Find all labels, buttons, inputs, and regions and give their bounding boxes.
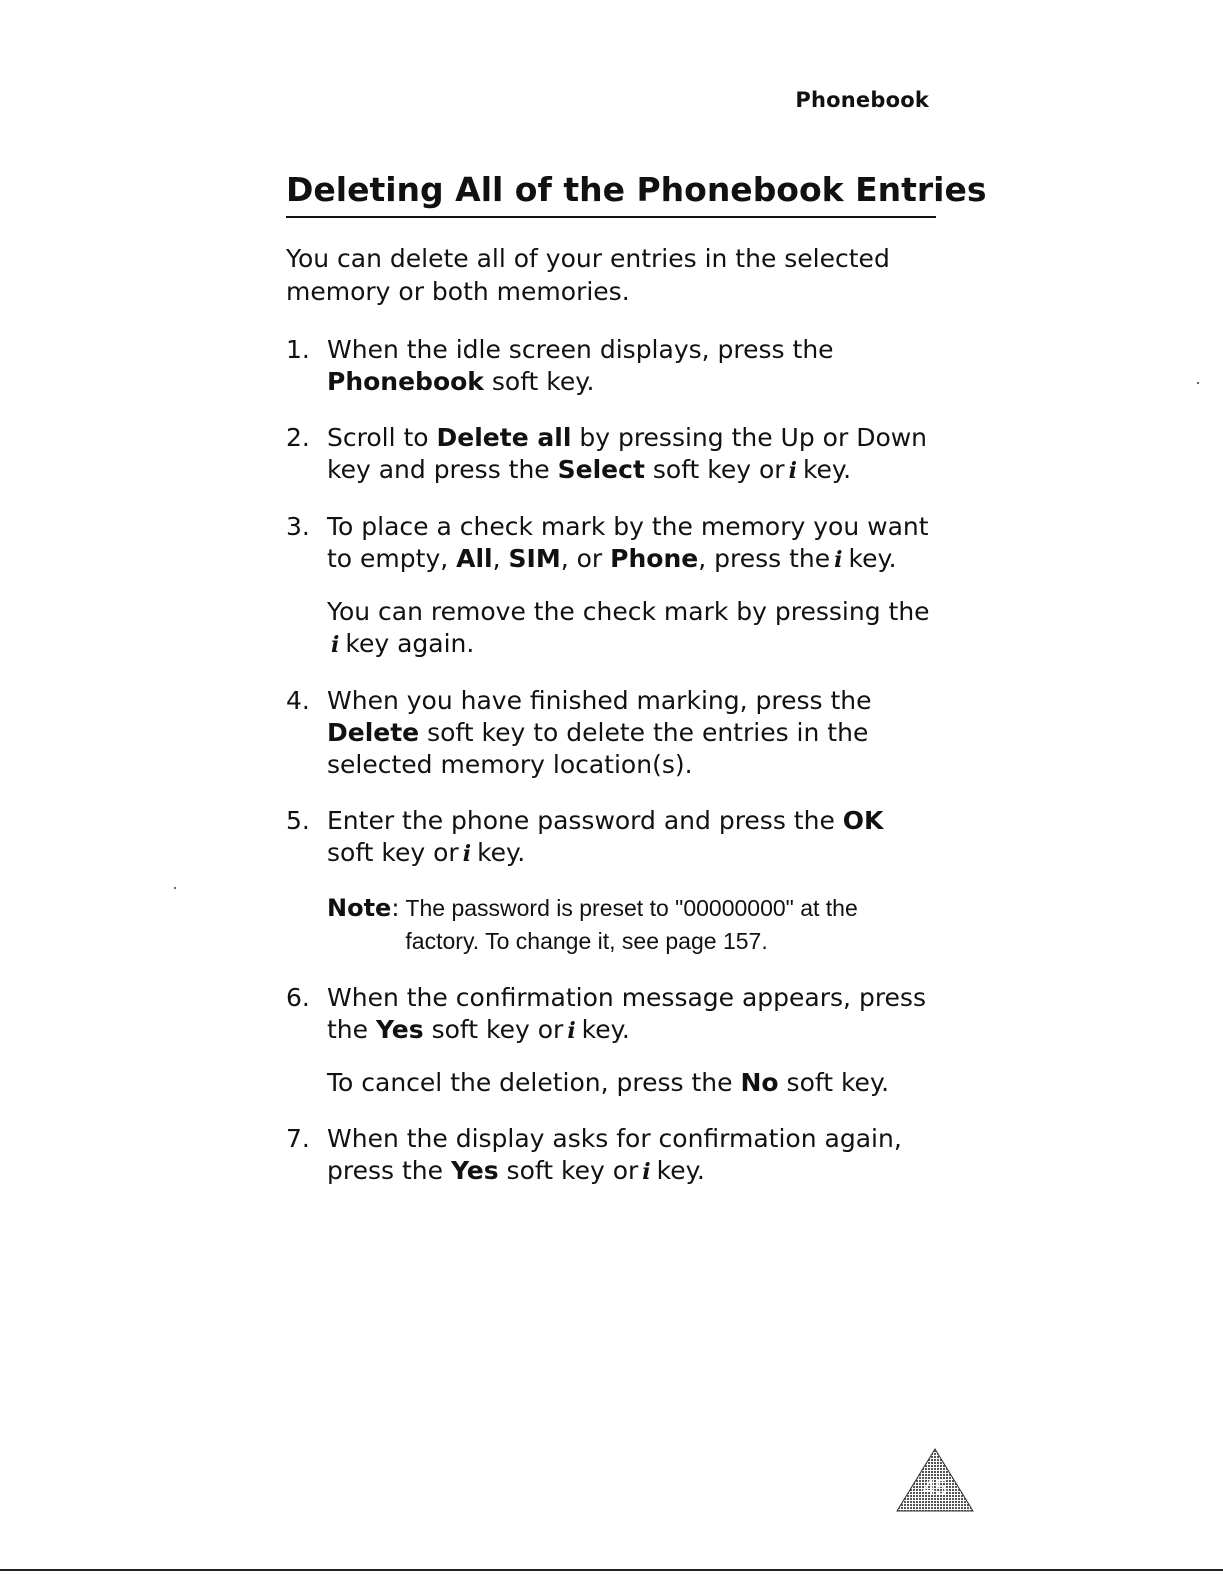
text-run: When the display asks for confirmation again, press the <box>327 1123 902 1185</box>
i-key-icon: i <box>642 1158 651 1185</box>
step-number: 4. <box>286 685 310 715</box>
step-number: 3. <box>286 511 310 541</box>
text-run: key. <box>802 454 852 484</box>
i-key-icon: i <box>788 457 797 484</box>
text-run: , or <box>560 543 611 573</box>
step-subparagraph <box>327 596 936 661</box>
bold-term-yes: Yes <box>375 1014 424 1044</box>
step-text <box>327 511 936 576</box>
note-text: The password is preset to "00000000" at the factory. To change it, see page 157. <box>405 894 858 954</box>
steps-list <box>286 334 936 1188</box>
text-run: soft key or <box>498 1155 639 1185</box>
text-run: key. <box>581 1014 630 1044</box>
step-5 <box>286 805 936 958</box>
text-run: Enter the phone password and press the <box>327 805 843 835</box>
step-text <box>327 685 936 781</box>
bold-term-yes: Yes <box>450 1155 499 1185</box>
note-label: Note <box>327 893 392 922</box>
scan-speck <box>1197 382 1199 384</box>
note-separator: : <box>391 893 400 922</box>
step-1 <box>286 334 936 398</box>
step-number: 1. <box>286 334 310 364</box>
i-key-icon: i <box>331 631 340 658</box>
step-3 <box>286 511 936 661</box>
running-header: Phonebook <box>795 88 929 112</box>
step-text <box>327 422 936 487</box>
text-run: soft key or <box>644 454 785 484</box>
text-run: soft key. <box>483 366 595 396</box>
step-number: 6. <box>286 982 310 1012</box>
text-run: soft key or <box>327 837 459 867</box>
step-subparagraph <box>327 1067 936 1099</box>
text-run: When the idle screen displays, press the <box>327 334 834 364</box>
text-run: key. <box>656 1155 705 1185</box>
text-run: When the confirmation message appears, press the <box>327 982 926 1044</box>
bold-term-phonebook: Phonebook <box>327 366 484 396</box>
step-number: 2. <box>286 422 310 452</box>
text-run: When you have finished marking, press the <box>327 685 872 715</box>
text-run: soft key. <box>778 1067 890 1097</box>
text-run: key again. <box>345 628 475 658</box>
step-text <box>327 1123 936 1188</box>
text-run: You can remove the check mark by pressing the <box>327 596 930 626</box>
bold-term-sim: SIM <box>508 543 561 573</box>
text-run: Scroll to <box>327 422 437 452</box>
bold-term-all: All <box>456 543 493 573</box>
step-number: 5. <box>286 805 310 835</box>
bold-term-no: No <box>740 1067 779 1097</box>
text-run: , press the <box>698 543 831 573</box>
page-content <box>286 170 987 1212</box>
step-text <box>327 334 936 398</box>
scan-speck <box>174 887 176 889</box>
text-run: soft key to delete the entries in the selected memory location(s). <box>327 717 869 779</box>
text-run: key. <box>477 837 526 867</box>
i-key-icon: i <box>567 1017 576 1044</box>
text-run: To cancel the deletion, press the <box>327 1067 741 1097</box>
step-text <box>327 982 936 1047</box>
text-run: , <box>492 543 509 573</box>
bold-term-phone: Phone <box>610 543 699 573</box>
step-7 <box>286 1123 936 1188</box>
bold-term-select: Select <box>557 454 645 484</box>
step-text <box>327 805 936 870</box>
page-number: 45 <box>922 1475 948 1500</box>
text-run: by pressing the Up or Down key and press the <box>327 422 928 484</box>
step-2 <box>286 422 936 487</box>
step-number: 7. <box>286 1123 310 1153</box>
text-run: soft key or <box>423 1014 564 1044</box>
note-block <box>327 892 936 958</box>
i-key-icon: i <box>834 546 843 573</box>
text-run: To place a check mark by the memory you want to empty, <box>327 511 929 573</box>
bold-term-ok: OK <box>842 805 884 835</box>
step-6 <box>286 982 936 1099</box>
page-number-badge <box>895 1447 975 1513</box>
page-title: Deleting All of the Phonebook Entries <box>286 170 936 218</box>
bold-term-delete: Delete <box>327 717 420 747</box>
text-run: key. <box>848 543 897 573</box>
intro-paragraph: You can delete all of your entries in the selected memory or both memories. <box>286 243 890 306</box>
bottom-rule <box>0 1569 1223 1571</box>
step-4 <box>286 685 936 781</box>
bold-term-delete-all: Delete all <box>436 422 572 452</box>
i-key-icon: i <box>462 840 472 867</box>
